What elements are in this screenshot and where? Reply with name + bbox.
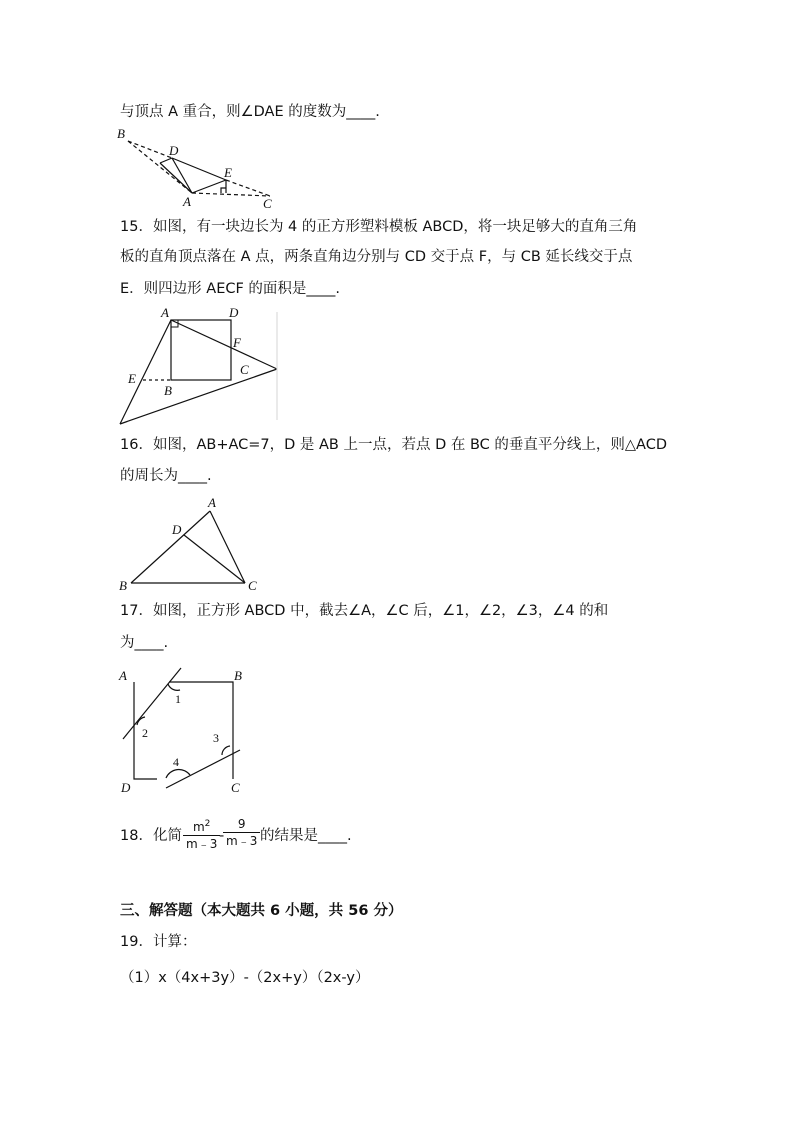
- q18-fraction-2: [223, 816, 260, 849]
- q14-text: 与顶点 A 重合，则∠DAE 的度数为____.: [120, 104, 380, 120]
- q14-label-a: A: [183, 194, 191, 209]
- q17-angle-1: 1: [175, 692, 181, 706]
- q18-frac1-denominator: m﹣3: [186, 837, 218, 851]
- q15-label-f: F: [233, 335, 241, 350]
- q15-label-c: C: [240, 362, 249, 377]
- q15-line-2: 板的直角顶点落在 A 点，两条直角边分别与 CD 交于点 F，与 CB 延长线交于点: [120, 249, 633, 265]
- q15-label-b: B: [164, 383, 172, 398]
- q18-frac2-denominator: m﹣3: [226, 834, 258, 848]
- q17-label-d: D: [121, 780, 131, 795]
- q17-line-1: 17．如图，正方形 ABCD 中，截去∠A，∠C 后，∠1，∠2，∠3，∠4 的和: [120, 603, 609, 619]
- q16-label-c: C: [248, 578, 257, 593]
- q16-line-1: 16．如图，AB+AC=7，D 是 AB 上一点，若点 D 在 BC 的垂直平分线上，则△ACD: [120, 437, 668, 453]
- q18-frac2-numerator: 9: [223, 816, 260, 833]
- q17-angle-4: 4: [173, 755, 179, 769]
- q16-label-d: D: [172, 522, 182, 537]
- q17-label-a: A: [119, 668, 127, 683]
- q15-line-3: E．则四边形 AECF 的面积是____.: [120, 281, 341, 297]
- q18-prefix: 18．化简: [120, 828, 182, 844]
- q19-title: 19．计算：: [120, 934, 197, 950]
- q14-label-e: E: [224, 165, 232, 180]
- q17-line-2: 为____.: [120, 635, 169, 651]
- q17-label-c: C: [231, 780, 240, 795]
- q14-label-d: D: [169, 143, 179, 158]
- q15-label-a: A: [161, 305, 169, 320]
- q18-frac1-numerator: m: [192, 820, 205, 834]
- q19-part-1: （1）x（4x+3y）-（2x+y）（2x-y）: [120, 970, 370, 986]
- q14-label-c: C: [263, 196, 272, 211]
- q16-label-a: A: [208, 495, 216, 510]
- q18-fraction-1: [183, 816, 220, 852]
- q18-minus: -: [219, 828, 225, 844]
- q16-line-2: 的周长为____.: [120, 468, 212, 484]
- q17-label-b: B: [234, 668, 242, 683]
- q14-label-b: B: [117, 126, 125, 141]
- q17-angle-3: 3: [213, 731, 219, 745]
- q18-frac1-exponent: 2: [204, 819, 211, 829]
- q16-label-b: B: [119, 578, 127, 593]
- q17-angle-2: 2: [142, 726, 148, 740]
- q15-label-e: E: [128, 371, 136, 386]
- section-3-title: 三、解答题（本大题共 6 小题，共 56 分）: [120, 903, 403, 919]
- q15-label-d: D: [229, 305, 239, 320]
- q18-suffix: 的结果是____.: [260, 828, 352, 844]
- q15-line-1: 15．如图，有一块边长为 4 的正方形塑料模板 ABCD，将一块足够大的直角三角: [120, 219, 638, 235]
